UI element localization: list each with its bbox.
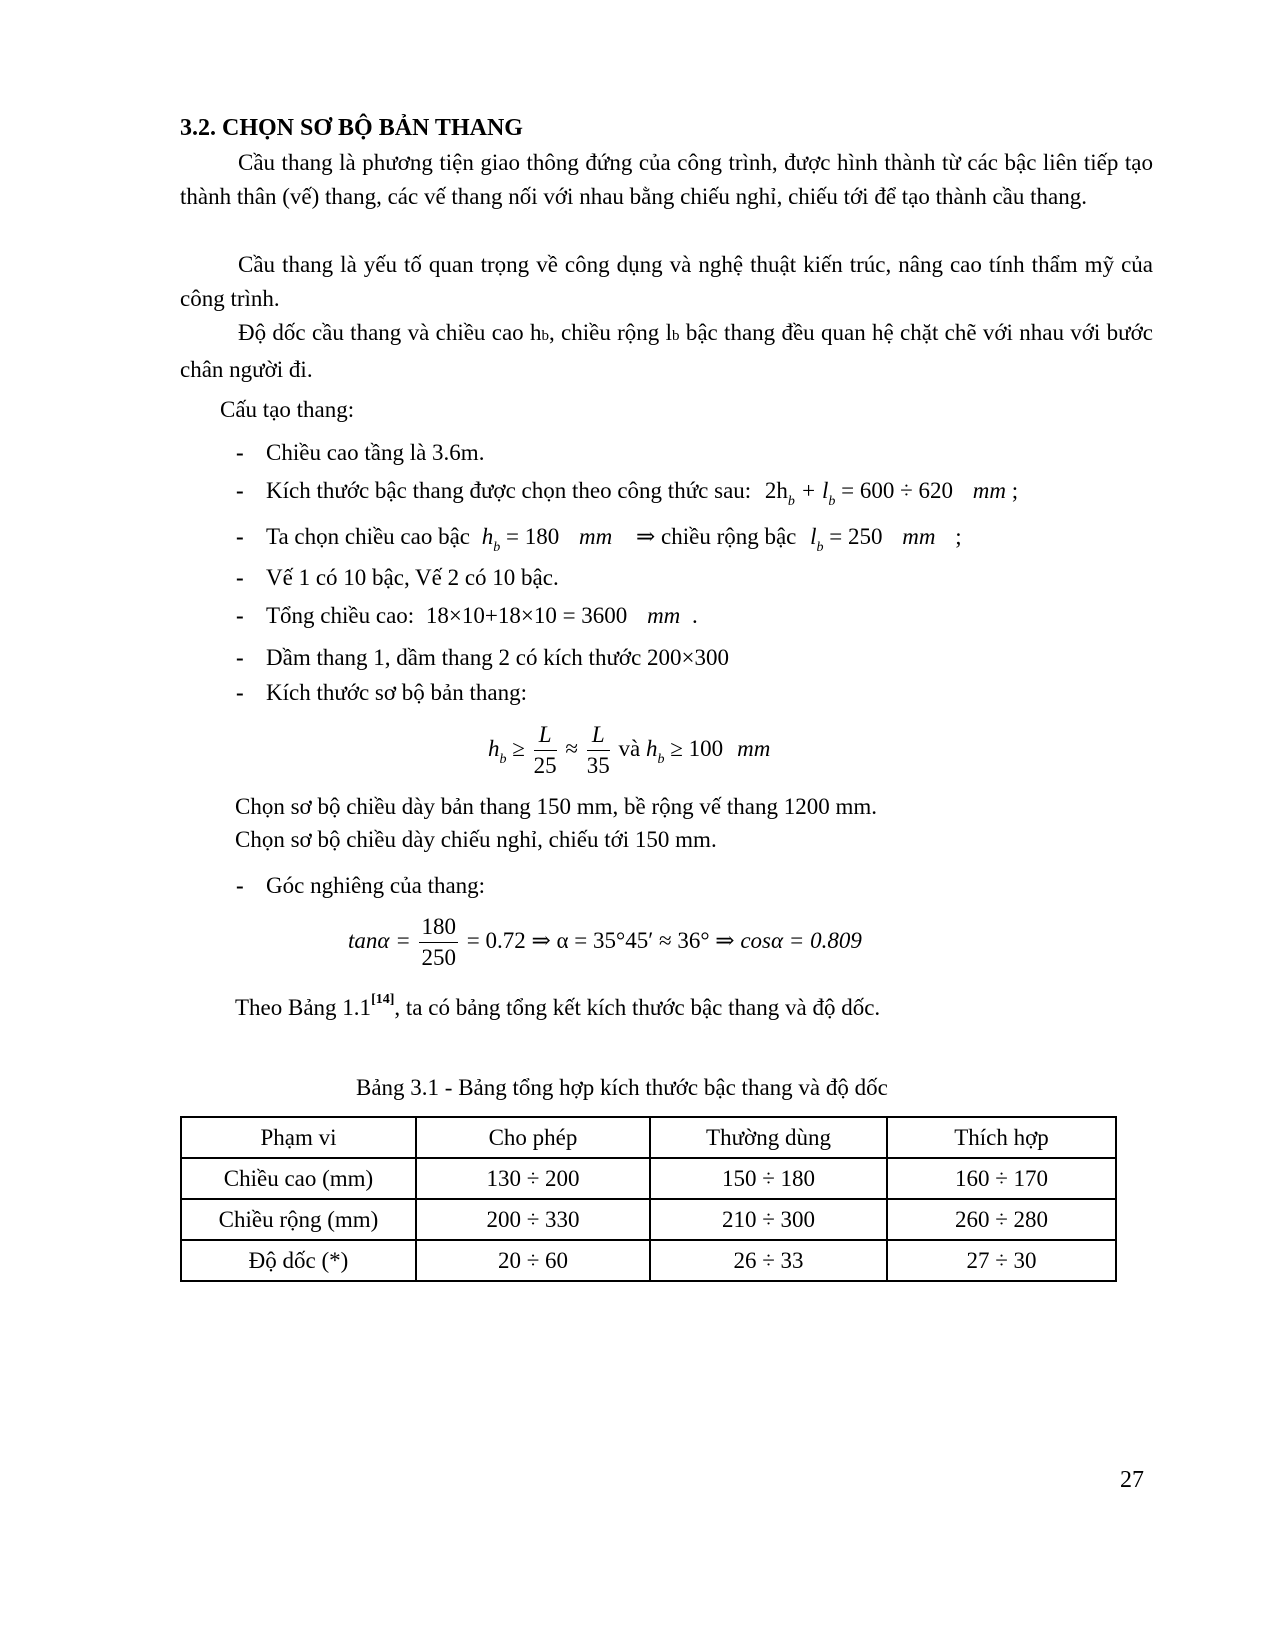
table-row <box>181 1199 1116 1240</box>
table-header-cell: Thường dùng <box>650 1117 887 1158</box>
bullet-dash: - <box>236 680 244 705</box>
formula-range: = 600 ÷ 620 <box>835 478 953 503</box>
bullet-dash: - <box>236 440 244 465</box>
paragraph-1 <box>180 146 1153 214</box>
bullet-dash: - <box>236 524 244 549</box>
paragraph-3-part-a: Độ dốc cầu thang và chiều cao h <box>238 320 542 345</box>
fraction-numerator: L <box>587 720 610 751</box>
bullet-dash: - <box>236 478 244 503</box>
table-cell: 160 ÷ 170 <box>887 1158 1116 1199</box>
formula-and: và <box>612 735 646 761</box>
bullet-3-text: Ta chọn chiều cao bậc <box>266 524 471 549</box>
table-cell: 20 ÷ 60 <box>416 1240 650 1281</box>
bullet-2-tail: ; <box>1005 478 1019 503</box>
formula-sub: b <box>828 494 836 509</box>
formula-l: l <box>810 524 817 549</box>
formula-h: h <box>488 735 500 761</box>
theo-bang-text-b: , ta có bảng tổng kết kích thước bậc thang và độ dốc. <box>394 995 881 1020</box>
formula-sub: b <box>493 540 501 555</box>
paragraph-3 <box>180 316 1153 387</box>
unit-mm: mm <box>737 735 771 761</box>
formula-2h: 2h <box>764 478 788 503</box>
paragraph-3-part-b: , chiều rộng l <box>548 320 673 345</box>
bullet-5-text: Tổng chiều cao: <box>266 603 415 628</box>
table-cell: 27 ÷ 30 <box>887 1240 1116 1281</box>
formula-thickness <box>488 720 770 781</box>
bullet-4-text: Vế 1 có 10 bậc, Vế 2 có 10 bậc. <box>266 565 559 590</box>
table-caption: Bảng 3.1 - Bảng tổng hợp kích thước bậc thang và độ dốc <box>356 1075 888 1100</box>
paragraph-2 <box>180 248 1153 316</box>
formula-plus-l: + l <box>794 478 829 503</box>
table-header-cell: Phạm vi <box>181 1117 416 1158</box>
chon-line-2: Chọn sơ bộ chiều dày chiếu nghỉ, chiếu tới 150 mm. <box>235 827 717 852</box>
fraction-numerator: 180 <box>419 912 458 943</box>
table-header-cell: Cho phép <box>416 1117 650 1158</box>
bullet-dash: - <box>236 873 244 898</box>
bullet-5-formula: 18×10+18×10 = 3600 <box>425 603 628 628</box>
fraction-denominator: 35 <box>586 753 610 778</box>
bullet-2-formula <box>764 478 953 509</box>
bullet-8-text: Góc nghiêng của thang: <box>266 873 486 898</box>
formula-approx: ≈ <box>559 735 584 761</box>
table-cell: Chiều rộng (mm) <box>181 1199 416 1240</box>
formula-tan: tanα = <box>348 927 417 953</box>
formula-h: h <box>481 524 494 549</box>
fraction-numerator: L <box>534 720 557 751</box>
bullet-2-text: Kích thước bậc thang được chọn theo công thức sau: <box>266 478 752 503</box>
reference-citation: [14] <box>371 992 395 1008</box>
fraction-denominator: 25 <box>533 753 557 778</box>
formula-slope <box>348 912 862 973</box>
bullet-7-text: Kích thước sơ bộ bản thang: <box>266 680 527 705</box>
paragraph-2-text: Cầu thang là yếu tố quan trọng về công dụng và nghệ thuật kiến trúc, nâng cao tính thẩm mỹ của công trình. <box>180 252 1153 311</box>
paragraph-3-sub-b: b <box>541 328 549 344</box>
table-cell: 200 ÷ 330 <box>416 1199 650 1240</box>
table-cell: Chiều cao (mm) <box>181 1158 416 1199</box>
fraction-denominator: 250 <box>421 945 456 970</box>
bullet-6-text: Dầm thang 1, dầm thang 2 có kích thước 200×300 <box>266 645 730 670</box>
formula-cos: cosα = 0.809 <box>740 927 862 953</box>
bullet-dash: - <box>236 645 244 670</box>
table-header-cell: Thích hợp <box>887 1117 1116 1158</box>
formula-h: h <box>645 735 658 761</box>
formula-l-value: = 250 <box>823 524 883 549</box>
table-cell: 210 ÷ 300 <box>650 1199 887 1240</box>
bullet-5-content <box>266 603 698 629</box>
table-cell: 130 ÷ 200 <box>416 1158 650 1199</box>
bullet-3-arrow-text: ⇒ chiều rộng bậc <box>635 524 797 549</box>
cau-tao-label: Cấu tạo thang: <box>220 397 355 422</box>
paragraph-1-text: Cầu thang là phương tiện giao thông đứng của công trình, được hình thành từ các bậc liên tiếp tạo thành thân (vế) thang, các vế thang nối với nhau bằng chiếu nghỉ, chiếu tới để tạo thành cầu thang. <box>180 150 1153 209</box>
formula-sub: b <box>499 751 507 767</box>
bullet-2-unit: mm <box>972 478 1006 503</box>
bullet-1-text: Chiều cao tầng là 3.6m. <box>266 440 485 465</box>
theo-bang-text-a: Theo Bảng 1.1 <box>235 995 372 1020</box>
formula-angle: = 0.72 ⇒ α = 35°45′ ≈ 36° ⇒ <box>460 927 741 953</box>
table-cell: Độ dốc (*) <box>181 1240 416 1281</box>
formula-h-value: = 180 <box>500 524 560 549</box>
paragraph-3-sub-b2: b <box>672 328 680 344</box>
table-header-row <box>181 1117 1116 1158</box>
table-cell: 150 ÷ 180 <box>650 1158 887 1199</box>
formula-sub: b <box>657 751 665 767</box>
fraction-l-35 <box>587 720 610 781</box>
bullet-5-tail: . <box>692 603 698 628</box>
table-row <box>181 1240 1116 1281</box>
unit-mm: mm <box>647 603 681 628</box>
fraction-l-25 <box>534 720 557 781</box>
formula-sub: b <box>787 494 795 509</box>
table-row <box>181 1158 1116 1199</box>
formula-sub: b <box>816 540 824 555</box>
bullet-2-content <box>266 478 1019 509</box>
unit-mm: mm <box>579 524 613 549</box>
bullet-dash: - <box>236 565 244 590</box>
chon-line-1: Chọn sơ bộ chiều dày bản thang 150 mm, bề rộng vế thang 1200 mm. <box>235 794 878 819</box>
bullet-3-tail: ; <box>955 524 962 549</box>
section-heading: 3.2. CHỌN SƠ BỘ BẢN THANG <box>180 115 523 141</box>
formula-min-value: ≥ 100 <box>664 735 724 761</box>
unit-mm: mm <box>902 524 936 549</box>
bullet-3-content <box>266 524 962 555</box>
bullet-dash: - <box>236 603 244 628</box>
table-cell: 260 ÷ 280 <box>887 1199 1116 1240</box>
fraction-180-250 <box>419 912 458 973</box>
paragraph-3-part-c: bậc thang đều quan hệ chặt chẽ với nhau với bước chân người đi. <box>180 320 1153 382</box>
formula-geq: ≥ <box>506 735 531 761</box>
page-number: 27 <box>1120 1467 1144 1493</box>
theo-bang-line <box>235 992 881 1021</box>
table-cell: 26 ÷ 33 <box>650 1240 887 1281</box>
summary-table <box>180 1116 1117 1282</box>
